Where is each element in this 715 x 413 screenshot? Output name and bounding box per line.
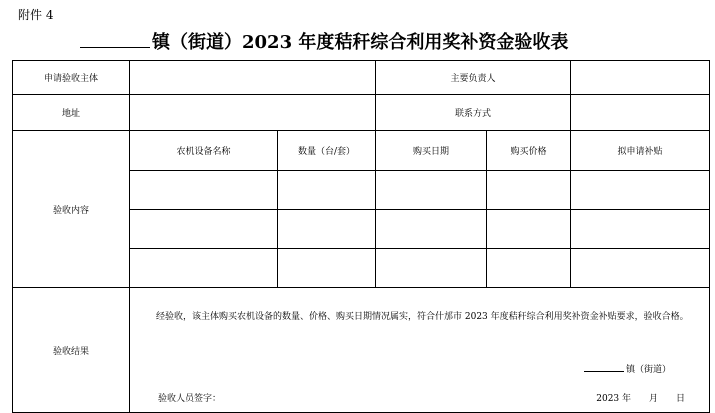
equipment-cell[interactable] bbox=[130, 210, 278, 249]
subsidy-cell[interactable] bbox=[571, 210, 710, 249]
subsidy-cell[interactable] bbox=[571, 171, 710, 210]
purchase-date-cell[interactable] bbox=[376, 210, 487, 249]
result-label: 验收结果 bbox=[13, 288, 130, 413]
purchase-date-cell[interactable] bbox=[376, 249, 487, 288]
acceptance-form-table bbox=[12, 60, 710, 413]
town-blank-line bbox=[584, 362, 624, 372]
equipment-cell[interactable] bbox=[130, 249, 278, 288]
price-cell[interactable] bbox=[487, 210, 571, 249]
responsible-label: 主要负责人 bbox=[376, 61, 571, 95]
quantity-cell[interactable] bbox=[278, 210, 376, 249]
price-cell[interactable] bbox=[487, 249, 571, 288]
result-text: 经验收，该主体购买农机设备的数量、价格、购买日期情况属实，符合什邡市 2023 年度秸秆综合利用奖补资金补贴要求，验收合格。 bbox=[156, 312, 689, 322]
attachment-label: 附件 4 bbox=[18, 8, 54, 22]
page-title bbox=[80, 28, 568, 54]
applicant-label: 申请验收主体 bbox=[13, 61, 130, 95]
applicant-row bbox=[13, 61, 710, 95]
inspector-signature-label: 验收人员签字： bbox=[158, 394, 222, 404]
content-label: 验收内容 bbox=[13, 131, 130, 288]
purchase-date-cell[interactable] bbox=[376, 171, 487, 210]
responsible-field[interactable] bbox=[571, 61, 710, 95]
subsidy-cell[interactable] bbox=[571, 249, 710, 288]
result-cell bbox=[130, 288, 710, 413]
address-field[interactable] bbox=[130, 95, 376, 131]
column-header: 数量（台/套） bbox=[278, 131, 376, 171]
applicant-field[interactable] bbox=[130, 61, 376, 95]
title-blank-line bbox=[80, 31, 150, 48]
result-row bbox=[13, 288, 710, 413]
column-header: 拟申请补贴 bbox=[571, 131, 710, 171]
title-text: 镇（街道）2023 年度秸秆综合利用奖补资金验收表 bbox=[152, 32, 569, 53]
result-town-label: 镇（街道） bbox=[626, 365, 672, 375]
price-cell[interactable] bbox=[487, 171, 571, 210]
equipment-cell[interactable] bbox=[130, 171, 278, 210]
contact-field[interactable] bbox=[571, 95, 710, 131]
result-town bbox=[584, 362, 671, 375]
column-header: 农机设备名称 bbox=[130, 131, 278, 171]
content-header-row bbox=[13, 131, 710, 171]
address-row bbox=[13, 95, 710, 131]
quantity-cell[interactable] bbox=[278, 171, 376, 210]
contact-label: 联系方式 bbox=[376, 95, 571, 131]
address-label: 地址 bbox=[13, 95, 130, 131]
column-header: 购买价格 bbox=[487, 131, 571, 171]
date-line: 2023 年 月 日 bbox=[596, 394, 686, 404]
quantity-cell[interactable] bbox=[278, 249, 376, 288]
column-header: 购买日期 bbox=[376, 131, 487, 171]
